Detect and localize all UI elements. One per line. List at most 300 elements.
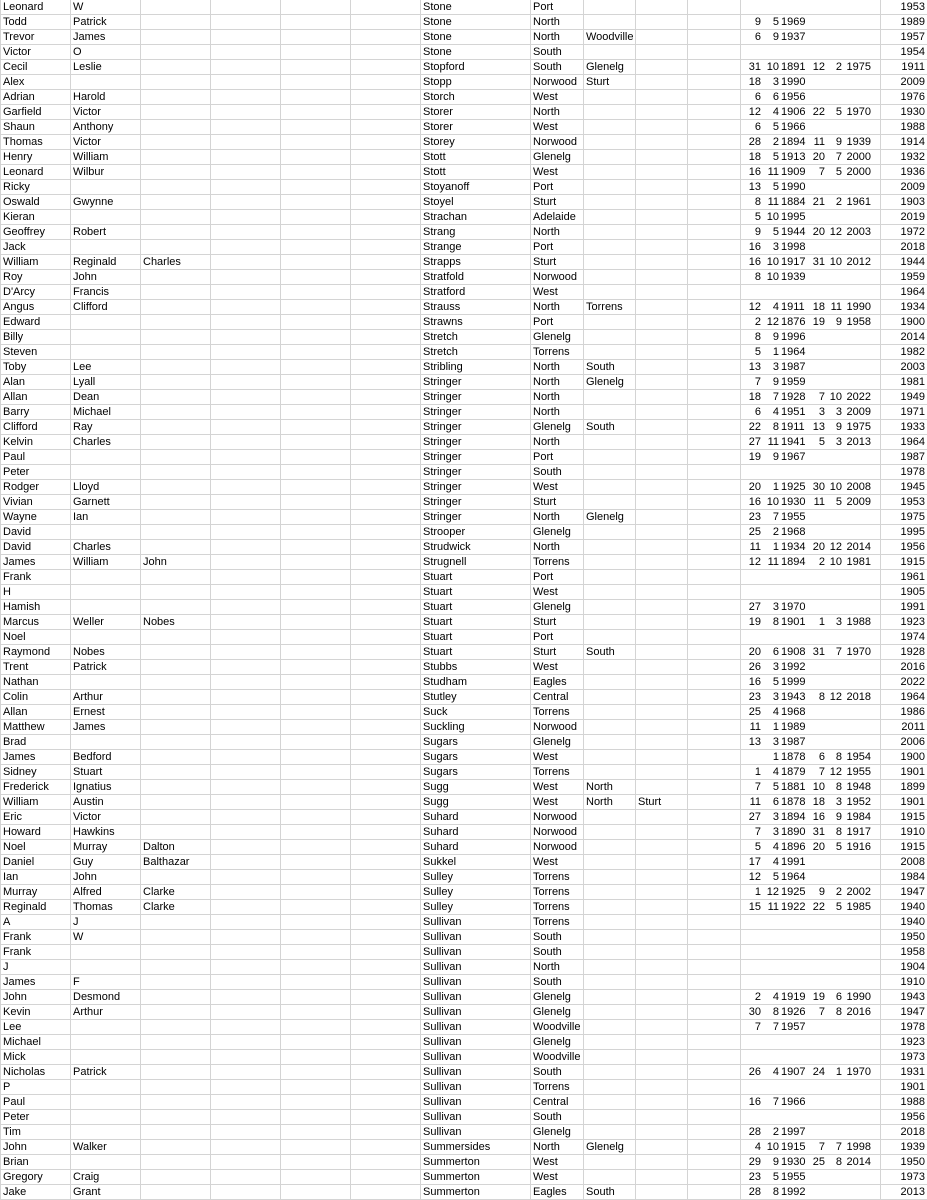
birth-year-cell[interactable]: 1955 xyxy=(781,1171,806,1183)
birth-day-cell[interactable]: 16 xyxy=(748,166,761,178)
death-year-cell[interactable] xyxy=(842,360,871,375)
surname-cell[interactable]: Stretch xyxy=(423,331,458,343)
birth-year-cell[interactable]: 1991 xyxy=(781,856,806,868)
club-2-cell[interactable]: North xyxy=(586,796,613,808)
birth-year-cell[interactable] xyxy=(781,915,809,930)
birth-month-cell[interactable]: 3 xyxy=(772,361,779,373)
club-cell[interactable]: Sturt xyxy=(533,646,557,658)
death-month-cell[interactable] xyxy=(825,630,842,645)
death-month-cell[interactable] xyxy=(825,960,842,975)
first-name-cell[interactable]: Kelvin xyxy=(3,436,33,448)
second-name-cell[interactable]: Lloyd xyxy=(73,481,100,493)
birth-day-cell[interactable] xyxy=(737,45,761,60)
death-day-cell[interactable]: 25 xyxy=(812,1156,825,1168)
club-cell[interactable]: North xyxy=(533,226,560,238)
birth-month-cell[interactable] xyxy=(763,585,779,600)
club-2-cell[interactable]: Torrens xyxy=(586,301,623,313)
debut-year-cell[interactable]: 1940 xyxy=(900,901,925,913)
debut-year-cell[interactable]: 1956 xyxy=(900,1111,925,1123)
surname-cell[interactable]: Sullivan xyxy=(423,931,462,943)
birth-month-cell[interactable]: 7 xyxy=(772,1021,779,1033)
death-day-cell[interactable] xyxy=(811,330,825,345)
club-cell[interactable]: West xyxy=(533,661,558,673)
surname-cell[interactable]: Storer xyxy=(423,106,453,118)
surname-cell[interactable]: Strudwick xyxy=(423,541,471,553)
club-cell[interactable]: Glenelg xyxy=(533,991,571,1003)
death-month-cell[interactable] xyxy=(825,285,842,300)
first-name-cell[interactable]: Jake xyxy=(3,1186,27,1198)
club-cell[interactable]: Norwood xyxy=(533,826,578,838)
death-year-cell[interactable]: 1917 xyxy=(846,826,871,838)
death-day-cell[interactable]: 11 xyxy=(813,496,825,508)
birth-month-cell[interactable]: 4 xyxy=(772,1066,779,1078)
death-year-cell[interactable] xyxy=(842,600,871,615)
birth-month-cell[interactable]: 11 xyxy=(767,166,779,178)
club-cell[interactable]: North xyxy=(533,961,560,973)
death-year-cell[interactable]: 1975 xyxy=(846,421,871,433)
death-month-cell[interactable]: 6 xyxy=(835,991,842,1003)
club-cell[interactable]: Woodville xyxy=(533,1021,581,1033)
birth-month-cell[interactable]: 4 xyxy=(772,856,779,868)
death-month-cell[interactable] xyxy=(825,600,842,615)
death-month-cell[interactable]: 11 xyxy=(830,301,842,313)
birth-year-cell[interactable]: 1966 xyxy=(781,1096,806,1108)
club-cell[interactable]: North xyxy=(533,436,560,448)
birth-year-cell[interactable]: 1876 xyxy=(781,316,806,328)
debut-year-cell[interactable]: 1939 xyxy=(900,1141,925,1153)
surname-cell[interactable]: Stringer xyxy=(423,391,462,403)
birth-month-cell[interactable]: 4 xyxy=(772,766,779,778)
birth-month-cell[interactable]: 10 xyxy=(766,61,779,73)
surname-cell[interactable]: Stone xyxy=(423,31,452,43)
surname-cell[interactable]: Stringer xyxy=(423,406,462,418)
death-day-cell[interactable]: 7 xyxy=(818,166,825,178)
first-name-cell[interactable]: Brian xyxy=(3,1156,29,1168)
club-cell[interactable]: West xyxy=(533,796,558,808)
debut-year-cell[interactable]: 1931 xyxy=(900,1066,925,1078)
birth-year-cell[interactable] xyxy=(781,960,809,975)
second-name-cell[interactable]: Gwynne xyxy=(73,196,114,208)
death-day-cell[interactable]: 19 xyxy=(812,316,825,328)
death-day-cell[interactable]: 7 xyxy=(818,766,825,778)
birth-day-cell[interactable]: 6 xyxy=(754,31,761,43)
surname-cell[interactable]: Sugg xyxy=(423,781,449,793)
birth-day-cell[interactable]: 26 xyxy=(748,661,761,673)
birth-year-cell[interactable]: 1968 xyxy=(781,706,806,718)
death-month-cell[interactable]: 12 xyxy=(829,691,842,703)
birth-year-cell[interactable]: 1911 xyxy=(781,301,805,313)
birth-day-cell[interactable]: 16 xyxy=(748,676,761,688)
surname-cell[interactable]: Summersides xyxy=(423,1141,491,1153)
birth-year-cell[interactable]: 1992 xyxy=(781,1186,806,1198)
death-day-cell[interactable]: 7 xyxy=(818,1141,825,1153)
debut-year-cell[interactable]: 1972 xyxy=(900,226,925,238)
first-name-cell[interactable]: Frank xyxy=(3,931,32,943)
birth-day-cell[interactable]: 18 xyxy=(748,151,761,163)
death-day-cell[interactable]: 11 xyxy=(813,136,825,148)
death-day-cell[interactable] xyxy=(811,855,825,870)
birth-month-cell[interactable] xyxy=(763,465,779,480)
second-name-cell[interactable]: Ignatius xyxy=(73,781,112,793)
birth-year-cell[interactable]: 1878 xyxy=(781,751,806,763)
birth-day-cell[interactable]: 8 xyxy=(754,196,761,208)
birth-year-cell[interactable]: 1998 xyxy=(781,241,806,253)
death-year-cell[interactable]: 2009 xyxy=(846,496,871,508)
first-name-cell[interactable]: Leonard xyxy=(3,1,44,13)
surname-cell[interactable]: Stoyel xyxy=(423,196,454,208)
surname-cell[interactable]: Stuart xyxy=(423,586,453,598)
debut-year-cell[interactable]: 1961 xyxy=(900,571,925,583)
debut-year-cell[interactable]: 1934 xyxy=(900,301,925,313)
birth-year-cell[interactable]: 1937 xyxy=(781,31,806,43)
first-name-cell[interactable]: Alex xyxy=(3,76,25,88)
birth-month-cell[interactable]: 4 xyxy=(772,991,779,1003)
club-2-cell[interactable]: Glenelg xyxy=(586,511,624,523)
death-year-cell[interactable] xyxy=(842,705,871,720)
surname-cell[interactable]: Sullivan xyxy=(423,1036,462,1048)
death-year-cell[interactable]: 1948 xyxy=(846,781,871,793)
death-month-cell[interactable]: 3 xyxy=(835,796,842,808)
death-day-cell[interactable] xyxy=(811,630,825,645)
birth-day-cell[interactable]: 7 xyxy=(754,376,761,388)
birth-day-cell[interactable]: 20 xyxy=(748,481,761,493)
club-cell[interactable]: Norwood xyxy=(533,76,578,88)
death-day-cell[interactable]: 10 xyxy=(812,781,825,793)
death-day-cell[interactable] xyxy=(811,585,825,600)
death-year-cell[interactable]: 1981 xyxy=(846,556,871,568)
debut-year-cell[interactable]: 1947 xyxy=(900,1006,925,1018)
first-name-cell[interactable]: Jack xyxy=(3,241,26,253)
death-year-cell[interactable]: 1988 xyxy=(846,616,871,628)
surname-cell[interactable]: Stringer xyxy=(423,496,462,508)
second-name-cell[interactable]: Bedford xyxy=(73,751,112,763)
death-year-cell[interactable] xyxy=(842,1050,871,1065)
death-day-cell[interactable] xyxy=(811,1110,825,1125)
club-cell[interactable]: Glenelg xyxy=(533,601,571,613)
birth-day-cell[interactable]: 18 xyxy=(748,391,761,403)
surname-cell[interactable]: Stoyanoff xyxy=(423,181,470,193)
death-year-cell[interactable] xyxy=(842,660,871,675)
surname-cell[interactable]: Sullivan xyxy=(423,1081,462,1093)
first-name-cell[interactable]: Kieran xyxy=(3,211,35,223)
surname-cell[interactable]: Stringer xyxy=(423,421,462,433)
debut-year-cell[interactable]: 1900 xyxy=(900,316,925,328)
club-cell[interactable]: South xyxy=(533,931,562,943)
surname-cell[interactable]: Sulley xyxy=(423,901,453,913)
death-day-cell[interactable]: 9 xyxy=(818,886,825,898)
first-name-cell[interactable]: Vivian xyxy=(3,496,33,508)
birth-day-cell[interactable]: 31 xyxy=(748,61,761,73)
death-year-cell[interactable]: 1985 xyxy=(846,901,871,913)
birth-day-cell[interactable]: 11 xyxy=(749,796,761,808)
club-cell[interactable]: South xyxy=(533,976,562,988)
club-cell[interactable]: North xyxy=(533,16,560,28)
death-day-cell[interactable] xyxy=(811,930,825,945)
surname-cell[interactable]: Sullivan xyxy=(423,1126,462,1138)
birth-day-cell[interactable]: 12 xyxy=(748,301,761,313)
birth-month-cell[interactable]: 10 xyxy=(766,271,779,283)
death-day-cell[interactable] xyxy=(811,1170,825,1185)
death-month-cell[interactable] xyxy=(825,15,842,30)
birth-day-cell[interactable]: 22 xyxy=(748,421,761,433)
birth-day-cell[interactable]: 25 xyxy=(748,706,761,718)
death-year-cell[interactable]: 1961 xyxy=(846,196,871,208)
birth-month-cell[interactable]: 5 xyxy=(772,871,779,883)
birth-month-cell[interactable] xyxy=(763,1050,779,1065)
first-name-cell[interactable]: Angus xyxy=(3,301,35,313)
death-month-cell[interactable]: 9 xyxy=(835,136,842,148)
surname-cell[interactable]: Strang xyxy=(423,226,456,238)
birth-month-cell[interactable]: 12 xyxy=(766,886,779,898)
surname-cell[interactable]: Stutley xyxy=(423,691,457,703)
death-day-cell[interactable] xyxy=(811,270,825,285)
club-2-cell[interactable]: South xyxy=(586,361,615,373)
death-year-cell[interactable]: 2009 xyxy=(846,406,871,418)
death-year-cell[interactable] xyxy=(842,945,871,960)
death-year-cell[interactable]: 1954 xyxy=(846,751,871,763)
debut-year-cell[interactable]: 2016 xyxy=(900,661,925,673)
death-month-cell[interactable] xyxy=(825,270,842,285)
death-year-cell[interactable]: 2018 xyxy=(846,691,871,703)
death-month-cell[interactable] xyxy=(825,1095,842,1110)
birth-month-cell[interactable]: 3 xyxy=(772,241,779,253)
birth-day-cell[interactable] xyxy=(737,630,761,645)
debut-year-cell[interactable]: 1971 xyxy=(900,406,925,418)
death-year-cell[interactable] xyxy=(842,15,871,30)
death-day-cell[interactable]: 20 xyxy=(812,226,825,238)
death-year-cell[interactable] xyxy=(842,90,871,105)
birth-year-cell[interactable]: 1989 xyxy=(781,721,806,733)
club-cell[interactable]: West xyxy=(533,91,558,103)
birth-month-cell[interactable]: 5 xyxy=(772,226,779,238)
death-year-cell[interactable] xyxy=(842,75,871,90)
death-year-cell[interactable]: 1952 xyxy=(846,796,871,808)
club-cell[interactable]: North xyxy=(533,31,560,43)
first-name-cell[interactable]: Paul xyxy=(3,451,26,463)
third-name-cell[interactable]: Nobes xyxy=(143,616,175,628)
birth-month-cell[interactable]: 1 xyxy=(772,346,779,358)
first-name-cell[interactable]: Nathan xyxy=(3,676,39,688)
death-day-cell[interactable] xyxy=(811,120,825,135)
death-year-cell[interactable] xyxy=(842,975,871,990)
birth-year-cell[interactable]: 1959 xyxy=(781,376,806,388)
second-name-cell[interactable]: J xyxy=(73,916,79,928)
club-cell[interactable]: Glenelg xyxy=(533,1006,571,1018)
death-month-cell[interactable] xyxy=(825,90,842,105)
death-month-cell[interactable] xyxy=(825,450,842,465)
club-cell[interactable]: Torrens xyxy=(533,556,570,568)
surname-cell[interactable]: Strauss xyxy=(423,301,461,313)
club-cell[interactable]: West xyxy=(533,781,558,793)
surname-cell[interactable]: Sullivan xyxy=(423,961,462,973)
club-cell[interactable]: North xyxy=(533,406,560,418)
surname-cell[interactable]: Stringer xyxy=(423,451,462,463)
surname-cell[interactable]: Stringer xyxy=(423,481,462,493)
club-cell[interactable]: Glenelg xyxy=(533,736,571,748)
death-day-cell[interactable] xyxy=(811,705,825,720)
birth-day-cell[interactable]: 4 xyxy=(754,1141,761,1153)
birth-month-cell[interactable]: 3 xyxy=(772,691,779,703)
club-cell[interactable]: Central xyxy=(533,1096,569,1108)
birth-month-cell[interactable]: 5 xyxy=(772,181,779,193)
birth-year-cell[interactable]: 1926 xyxy=(781,1006,806,1018)
birth-year-cell[interactable]: 1919 xyxy=(781,991,806,1003)
first-name-cell[interactable]: Victor xyxy=(3,46,31,58)
club-cell[interactable]: South xyxy=(533,46,562,58)
debut-year-cell[interactable]: 1936 xyxy=(900,166,925,178)
death-year-cell[interactable]: 1998 xyxy=(846,1141,871,1153)
death-day-cell[interactable] xyxy=(811,735,825,750)
surname-cell[interactable]: Sullivan xyxy=(423,1096,462,1108)
club-cell[interactable]: Port xyxy=(533,241,554,253)
debut-year-cell[interactable]: 1905 xyxy=(900,586,925,598)
death-month-cell[interactable]: 8 xyxy=(835,1006,842,1018)
birth-day-cell[interactable]: 8 xyxy=(754,331,761,343)
birth-year-cell[interactable]: 1969 xyxy=(781,16,806,28)
birth-month-cell[interactable] xyxy=(763,1035,779,1050)
second-name-cell[interactable]: Robert xyxy=(73,226,107,238)
club-cell[interactable]: Port xyxy=(533,631,554,643)
first-name-cell[interactable]: David xyxy=(3,526,32,538)
birth-day-cell[interactable]: 7 xyxy=(754,826,761,838)
death-year-cell[interactable]: 2014 xyxy=(846,1156,871,1168)
death-month-cell[interactable] xyxy=(825,75,842,90)
death-day-cell[interactable] xyxy=(811,915,825,930)
second-name-cell[interactable]: Wilbur xyxy=(73,166,105,178)
club-cell[interactable]: West xyxy=(533,1171,558,1183)
birth-year-cell[interactable]: 1907 xyxy=(781,1066,806,1078)
birth-year-cell[interactable]: 1925 xyxy=(781,886,806,898)
third-name-cell[interactable]: Balthazar xyxy=(143,856,190,868)
birth-month-cell[interactable] xyxy=(763,570,779,585)
debut-year-cell[interactable]: 1923 xyxy=(900,616,925,628)
surname-cell[interactable]: Strugnell xyxy=(423,556,467,568)
surname-cell[interactable]: Summerton xyxy=(423,1171,480,1183)
birth-year-cell[interactable]: 1894 xyxy=(781,811,806,823)
birth-year-cell[interactable]: 1878 xyxy=(781,796,806,808)
birth-year-cell[interactable]: 1922 xyxy=(781,901,806,913)
club-cell[interactable]: Glenelg xyxy=(533,1036,571,1048)
club-cell[interactable]: Sturt xyxy=(533,616,557,628)
birth-month-cell[interactable]: 9 xyxy=(772,1156,779,1168)
death-day-cell[interactable] xyxy=(811,375,825,390)
death-day-cell[interactable]: 2 xyxy=(818,556,825,568)
birth-month-cell[interactable]: 2 xyxy=(772,1126,779,1138)
death-month-cell[interactable]: 10 xyxy=(829,481,842,493)
debut-year-cell[interactable]: 1950 xyxy=(900,1156,925,1168)
first-name-cell[interactable]: Matthew xyxy=(3,721,45,733)
birth-year-cell[interactable]: 1987 xyxy=(781,361,806,373)
birth-day-cell[interactable]: 23 xyxy=(748,691,761,703)
death-day-cell[interactable] xyxy=(811,660,825,675)
death-year-cell[interactable]: 1939 xyxy=(846,136,871,148)
surname-cell[interactable]: Strachan xyxy=(423,211,468,223)
death-day-cell[interactable] xyxy=(811,1020,825,1035)
surname-cell[interactable]: Stone xyxy=(423,16,452,28)
death-day-cell[interactable]: 30 xyxy=(812,481,825,493)
birth-day-cell[interactable]: 5 xyxy=(754,841,761,853)
club-cell[interactable]: South xyxy=(533,1111,562,1123)
death-day-cell[interactable] xyxy=(811,465,825,480)
surname-cell[interactable]: Stratford xyxy=(423,286,466,298)
birth-day-cell[interactable] xyxy=(737,1110,761,1125)
death-day-cell[interactable] xyxy=(811,945,825,960)
birth-month-cell[interactable]: 3 xyxy=(772,811,779,823)
debut-year-cell[interactable]: 1988 xyxy=(900,121,925,133)
surname-cell[interactable]: Strapps xyxy=(423,256,461,268)
birth-year-cell[interactable]: 1990 xyxy=(781,181,806,193)
death-day-cell[interactable]: 24 xyxy=(812,1066,825,1078)
first-name-cell[interactable]: Todd xyxy=(3,16,27,28)
surname-cell[interactable]: Stringer xyxy=(423,436,462,448)
death-year-cell[interactable] xyxy=(842,1035,871,1050)
death-month-cell[interactable]: 8 xyxy=(835,781,842,793)
first-name-cell[interactable]: Geoffrey xyxy=(3,226,45,238)
birth-day-cell[interactable]: 5 xyxy=(754,346,761,358)
first-name-cell[interactable]: J xyxy=(3,961,9,973)
death-month-cell[interactable] xyxy=(825,45,842,60)
club-cell[interactable]: Glenelg xyxy=(533,1126,571,1138)
first-name-cell[interactable]: Toby xyxy=(3,361,27,373)
birth-day-cell[interactable]: 20 xyxy=(748,646,761,658)
first-name-cell[interactable]: Hamish xyxy=(3,601,41,613)
birth-month-cell[interactable]: 11 xyxy=(767,556,779,568)
birth-day-cell[interactable]: 6 xyxy=(754,121,761,133)
birth-month-cell[interactable]: 6 xyxy=(772,796,779,808)
birth-day-cell[interactable]: 16 xyxy=(748,241,761,253)
birth-year-cell[interactable] xyxy=(781,585,809,600)
birth-year-cell[interactable]: 1951 xyxy=(781,406,806,418)
third-name-cell[interactable]: John xyxy=(143,556,167,568)
debut-year-cell[interactable]: 2018 xyxy=(900,1126,925,1138)
debut-year-cell[interactable]: 1904 xyxy=(900,961,925,973)
birth-month-cell[interactable]: 4 xyxy=(772,841,779,853)
birth-year-cell[interactable]: 1996 xyxy=(781,331,806,343)
birth-month-cell[interactable]: 9 xyxy=(772,451,779,463)
birth-month-cell[interactable]: 8 xyxy=(772,421,779,433)
death-year-cell[interactable] xyxy=(842,1170,871,1185)
death-year-cell[interactable] xyxy=(842,525,871,540)
club-cell[interactable]: South xyxy=(533,61,562,73)
second-name-cell[interactable]: Desmond xyxy=(73,991,121,1003)
first-name-cell[interactable]: Eric xyxy=(3,811,22,823)
first-name-cell[interactable]: James xyxy=(3,751,36,763)
club-cell[interactable]: West xyxy=(533,856,558,868)
death-year-cell[interactable] xyxy=(842,330,871,345)
second-name-cell[interactable]: Nobes xyxy=(73,646,105,658)
birth-month-cell[interactable] xyxy=(763,630,779,645)
death-year-cell[interactable]: 1990 xyxy=(846,301,871,313)
debut-year-cell[interactable]: 1950 xyxy=(900,931,925,943)
death-year-cell[interactable] xyxy=(842,375,871,390)
second-name-cell[interactable]: Patrick xyxy=(73,661,107,673)
club-cell[interactable]: Port xyxy=(533,571,554,583)
first-name-cell[interactable]: Colin xyxy=(3,691,29,703)
death-year-cell[interactable]: 2000 xyxy=(846,166,871,178)
death-month-cell[interactable] xyxy=(825,930,842,945)
debut-year-cell[interactable]: 1915 xyxy=(900,811,925,823)
birth-year-cell[interactable]: 1915 xyxy=(781,1141,806,1153)
debut-year-cell[interactable]: 1988 xyxy=(900,1096,925,1108)
club-cell[interactable]: North xyxy=(533,301,560,313)
first-name-cell[interactable]: Frank xyxy=(3,571,32,583)
surname-cell[interactable]: Sugars xyxy=(423,736,458,748)
club-cell[interactable]: North xyxy=(533,106,560,118)
debut-year-cell[interactable]: 1928 xyxy=(900,646,925,658)
second-name-cell[interactable]: Patrick xyxy=(73,16,107,28)
birth-month-cell[interactable] xyxy=(763,945,779,960)
death-day-cell[interactable] xyxy=(811,1125,825,1140)
